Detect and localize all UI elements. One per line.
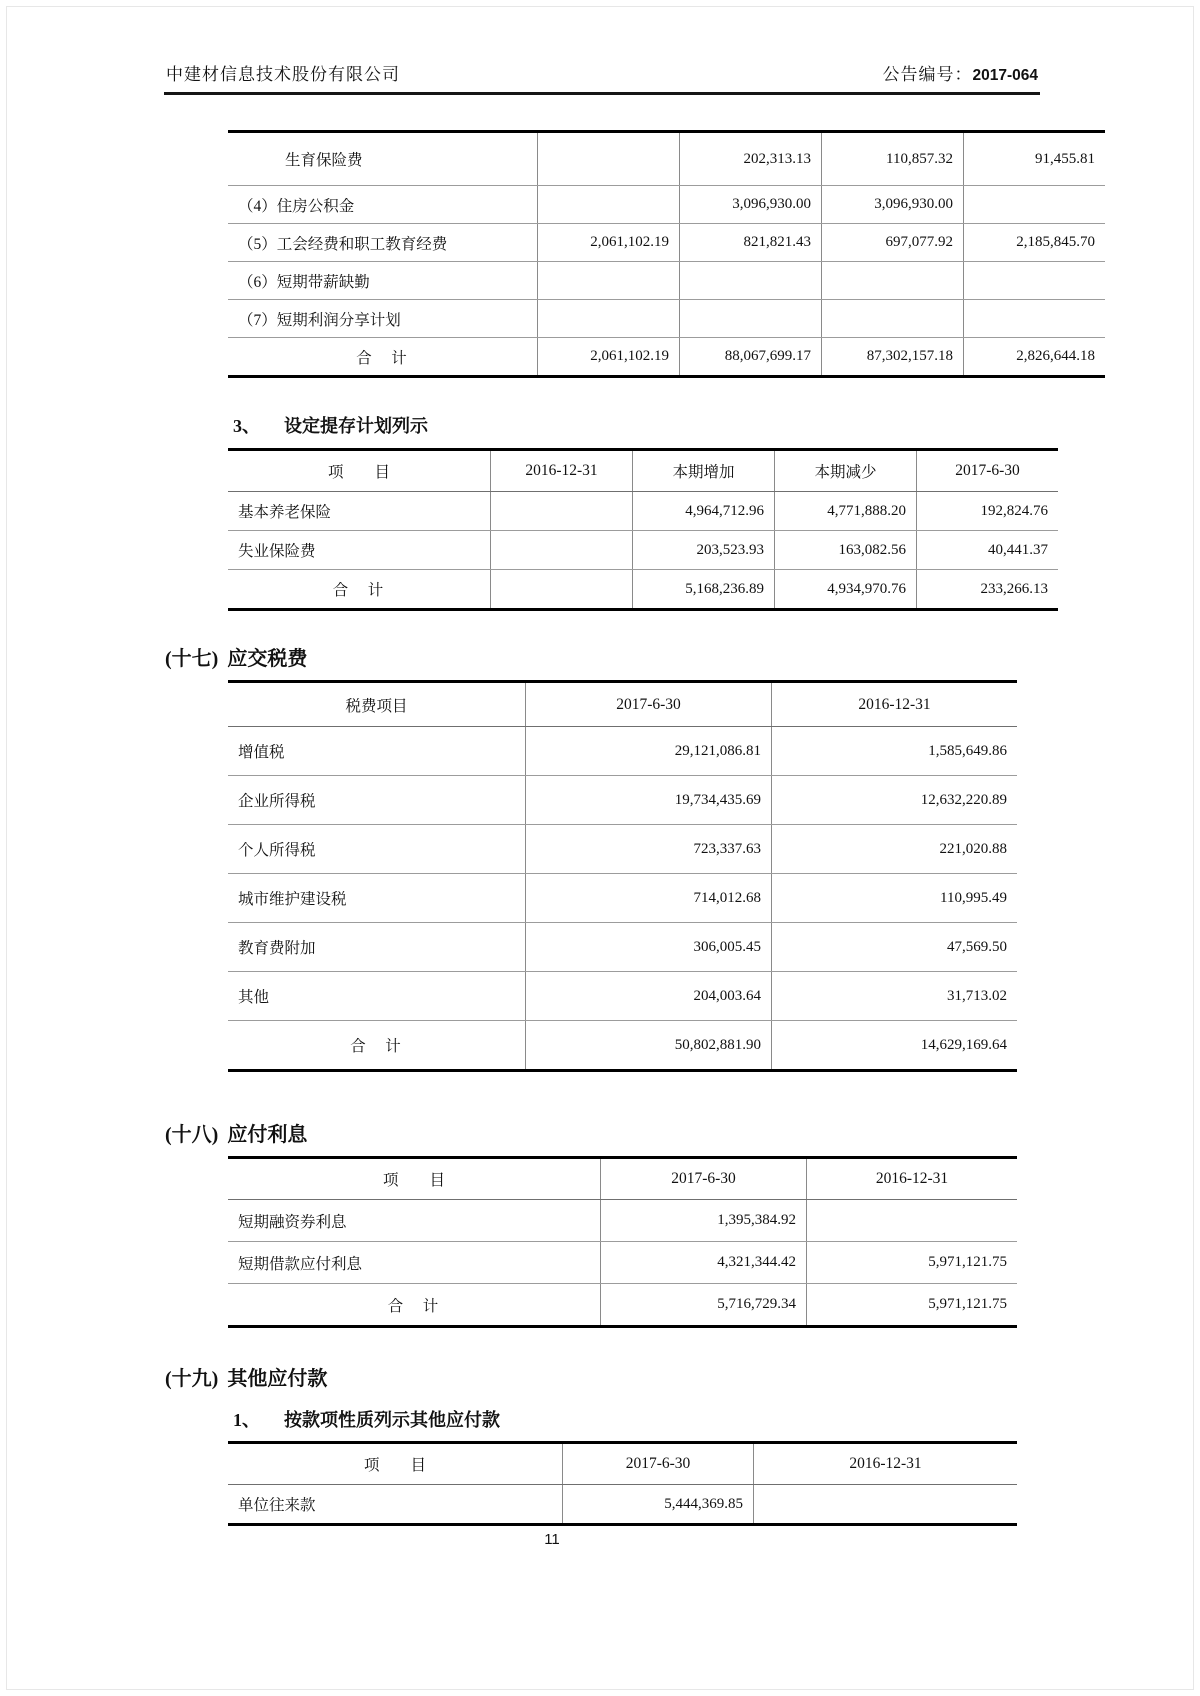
cell-value: 5,716,729.34 [601, 1284, 807, 1327]
table-total-row [228, 1284, 1017, 1327]
heading-title: 按款项性质列示其他应付款 [284, 1410, 500, 1430]
page-number: 11 [544, 1531, 560, 1548]
table-row [228, 923, 1017, 972]
cell-value: 3,096,930.00 [822, 186, 964, 224]
row-label: （4）住房公积金 [228, 186, 538, 224]
table-taxes-payable [228, 680, 1007, 1072]
row-label: 教育费附加 [228, 923, 526, 972]
row-label: 合 计 [332, 582, 386, 599]
cell-value [964, 186, 1106, 224]
heading-title: 应交税费 [227, 648, 308, 670]
table-row [228, 492, 1058, 531]
cell-value: 1,395,384.92 [601, 1200, 807, 1242]
cell-value: 203,523.93 [633, 531, 775, 570]
cell-value: 233,266.13 [917, 570, 1059, 610]
cell-value [538, 132, 680, 186]
column-header: 项 目 [228, 1443, 563, 1485]
table-row [228, 972, 1017, 1021]
cell-value [538, 300, 680, 338]
cell-value [680, 300, 822, 338]
table-row [228, 186, 1105, 224]
cell-value: 29,121,086.81 [526, 727, 772, 776]
cell-value: 697,077.92 [822, 224, 964, 262]
column-header: 2017-6-30 [563, 1443, 754, 1485]
table-header-row [228, 682, 1017, 727]
heading-number: (十九) [165, 1368, 219, 1390]
column-header: 2016-12-31 [772, 682, 1018, 727]
cell-value: 50,802,881.90 [526, 1021, 772, 1071]
cell-value [680, 262, 822, 300]
table-header-row [228, 1158, 1017, 1200]
cell-value: 14,629,169.64 [772, 1021, 1018, 1071]
row-label: 失业保险费 [228, 531, 491, 570]
row-label: 城市维护建设税 [228, 874, 526, 923]
cell-value [822, 300, 964, 338]
cell-value: 221,020.88 [772, 825, 1018, 874]
cell-value: 5,971,121.75 [807, 1242, 1018, 1284]
table-row [228, 874, 1017, 923]
table-row [228, 1200, 1017, 1242]
cell-value: 1,585,649.86 [772, 727, 1018, 776]
cell-value: 306,005.45 [526, 923, 772, 972]
heading-number: (十七) [165, 648, 219, 670]
row-label: 生育保险费 [228, 132, 538, 186]
announcement-label: 公告编号： [882, 65, 973, 84]
cell-value: 2,061,102.19 [538, 338, 680, 377]
company-name: 中建材信息技术股份有限公司 [166, 65, 400, 84]
table-row [228, 1485, 1017, 1525]
cell-value: 5,971,121.75 [807, 1284, 1018, 1327]
table-row [228, 1242, 1017, 1284]
table-other-payables-by-nature [228, 1441, 955, 1526]
column-header: 2016-12-31 [491, 450, 633, 492]
announcement-number [882, 60, 1038, 85]
cell-value [754, 1485, 1018, 1525]
announcement-value: 2017-064 [972, 67, 1038, 84]
table-row [228, 132, 1105, 186]
cell-value: 88,067,699.17 [680, 338, 822, 377]
table-total-row [228, 338, 1105, 377]
cell-value: 163,082.56 [775, 531, 917, 570]
table-row [228, 224, 1105, 262]
row-label: 合 计 [356, 349, 409, 367]
heading-defined-contribution [233, 412, 428, 438]
cell-value [964, 300, 1106, 338]
row-label: （5）工会经费和职工教育经费 [228, 224, 538, 262]
row-label: （6）短期带薪缺勤 [228, 262, 538, 300]
table-row [228, 300, 1105, 338]
table-defined-contribution-plans [228, 448, 1048, 611]
cell-value: 4,964,712.96 [633, 492, 775, 531]
column-header: 2016-12-31 [807, 1158, 1018, 1200]
cell-value: 2,185,845.70 [964, 224, 1106, 262]
row-label: 基本养老保险 [228, 492, 491, 531]
heading-taxes-payable [165, 642, 307, 671]
heading-title: 其他应付款 [227, 1368, 328, 1390]
cell-value [822, 262, 964, 300]
cell-value: 3,096,930.00 [680, 186, 822, 224]
cell-value: 5,168,236.89 [633, 570, 775, 610]
row-label: 增值税 [228, 727, 526, 776]
column-header: 本期增加 [633, 450, 775, 492]
table-row [228, 531, 1058, 570]
table-total-row [228, 1021, 1017, 1071]
cell-value: 4,321,344.42 [601, 1242, 807, 1284]
table-row [228, 776, 1017, 825]
cell-value: 723,337.63 [526, 825, 772, 874]
cell-value: 202,313.13 [680, 132, 822, 186]
column-header: 项 目 [228, 450, 491, 492]
column-header: 本期减少 [775, 450, 917, 492]
column-header: 2016-12-31 [754, 1443, 1018, 1485]
header-divider-rule [164, 92, 1040, 95]
heading-number: (十八) [165, 1124, 219, 1146]
row-label: 短期融资券利息 [228, 1200, 601, 1242]
heading-number: 3、 [233, 416, 260, 436]
cell-value: 2,061,102.19 [538, 224, 680, 262]
cell-value: 110,857.32 [822, 132, 964, 186]
cell-value: 714,012.68 [526, 874, 772, 923]
cell-value: 4,771,888.20 [775, 492, 917, 531]
cell-value [964, 262, 1106, 300]
column-header: 2017-6-30 [526, 682, 772, 727]
cell-value: 204,003.64 [526, 972, 772, 1021]
table-row [228, 825, 1017, 874]
row-label: 其他 [228, 972, 526, 1021]
heading-title: 应付利息 [227, 1124, 308, 1146]
cell-value: 110,995.49 [772, 874, 1018, 923]
row-label: 单位往来款 [238, 1497, 316, 1514]
table-employee-benefits-continued [228, 130, 1095, 378]
cell-value [538, 262, 680, 300]
cell-value: 5,444,369.85 [563, 1485, 754, 1525]
table-interest-payable [228, 1156, 1007, 1328]
table-row [228, 262, 1105, 300]
cell-value: 19,734,435.69 [526, 776, 772, 825]
cell-value: 47,569.50 [772, 923, 1018, 972]
cell-value: 40,441.37 [917, 531, 1059, 570]
heading-number: 1、 [233, 1410, 260, 1430]
column-header: 项 目 [228, 1158, 601, 1200]
row-label: 企业所得税 [228, 776, 526, 825]
table-header-row [228, 450, 1058, 492]
table-total-row [228, 570, 1058, 610]
cell-value [807, 1200, 1018, 1242]
cell-value: 31,713.02 [772, 972, 1018, 1021]
row-label: 个人所得税 [228, 825, 526, 874]
heading-other-payables-by-nature [233, 1406, 500, 1432]
cell-value [491, 492, 633, 531]
cell-value [538, 186, 680, 224]
cell-value: 821,821.43 [680, 224, 822, 262]
cell-value [491, 531, 633, 570]
cell-value: 192,824.76 [917, 492, 1059, 531]
column-header: 2017-6-30 [917, 450, 1059, 492]
column-header: 税费项目 [228, 682, 526, 727]
table-header-row [228, 1443, 1017, 1485]
cell-value [491, 570, 633, 610]
column-header: 2017-6-30 [601, 1158, 807, 1200]
row-label: 短期借款应付利息 [228, 1242, 601, 1284]
cell-value: 2,826,644.18 [964, 338, 1106, 377]
heading-title: 设定提存计划列示 [284, 416, 428, 436]
cell-value: 91,455.81 [964, 132, 1106, 186]
table-row [228, 727, 1017, 776]
cell-value: 12,632,220.89 [772, 776, 1018, 825]
cell-value: 4,934,970.76 [775, 570, 917, 610]
row-label: （7）短期利润分享计划 [228, 300, 538, 338]
page-header [166, 60, 1038, 85]
cell-value: 87,302,157.18 [822, 338, 964, 377]
row-label: 合 计 [387, 1297, 441, 1315]
heading-other-payables [165, 1362, 327, 1391]
row-label: 合 计 [350, 1038, 403, 1055]
heading-interest-payable [165, 1118, 307, 1147]
